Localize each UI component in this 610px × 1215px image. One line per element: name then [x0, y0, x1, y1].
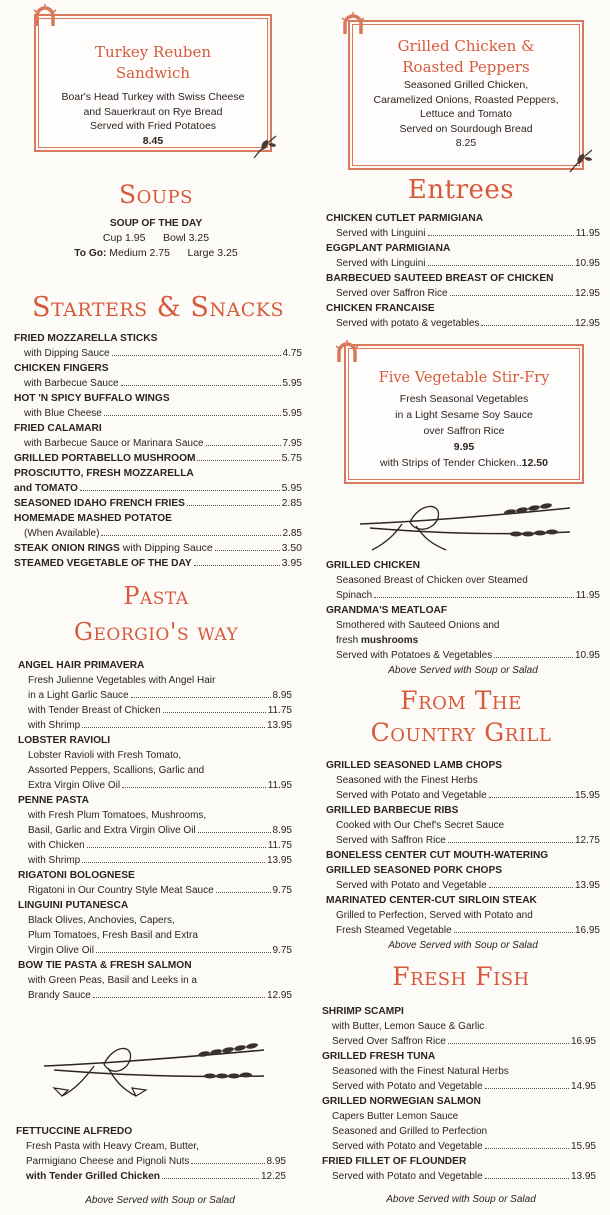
menu-item-line: with Chicken 11.75 — [28, 840, 292, 851]
menu-item-name: FRIED FILLET OF FLOUNDER — [322, 1156, 467, 1167]
stirfry-title: Five Vegetable Stir-Fry — [378, 370, 550, 386]
menu-item-name: GRILLED FRESH TUNA — [322, 1051, 436, 1062]
soup-label: SOUP OF THE DAY — [109, 218, 203, 229]
featured-title-line1: Turkey Reuben — [94, 43, 211, 61]
more-entrees-list — [326, 558, 600, 679]
menu-item-line: STEAMED VEGETABLE OF THE DAY 3.95 — [14, 557, 302, 569]
menu-item-line: Extra Virgin Olive Oil 11.95 — [28, 780, 292, 791]
menu-item-line: SEASONED IDAHO FRENCH FRIES 2.85 — [14, 497, 302, 509]
menu-item-desc: Grilled to Perfection, Served with Potato and — [336, 910, 533, 921]
menu-item-name: PROSCIUTTO, FRESH MOZZARELLA — [14, 468, 194, 479]
featured-line: Served on Sourdough Bread — [399, 122, 533, 135]
pasta-heading-line2: Georgio's way — [73, 618, 239, 646]
featured-line: Boar's Head Turkey with Swiss Cheese — [61, 91, 245, 103]
menu-item-name: GRILLED BARBECUE RIBS — [326, 805, 459, 816]
soups-section — [10, 216, 302, 261]
menu-item-name: SHRIMP SCAMPI — [322, 1006, 404, 1017]
menu-item-desc: Seasoned with the Finest Herbs — [336, 775, 478, 786]
menu-item-desc: Black Olives, Anchovies, Capers, — [28, 915, 175, 926]
entrees-heading: Entrees — [407, 175, 515, 205]
menu-item-line: Rigatoni in Our Country Style Meat Sauce 9.75 — [28, 885, 292, 896]
starters-heading: Starters & Snacks — [32, 292, 284, 323]
menu-item-desc: Smothered with Sauteed Onions and — [336, 620, 500, 631]
menu-item-name: CHICKEN FRANCAISE — [326, 303, 435, 314]
menu-item-desc: with Fresh Plum Tomatoes, Mushrooms, — [28, 810, 207, 821]
featured-title-line1: Grilled Chicken & — [397, 37, 535, 55]
menu-item-line: Brandy Sauce 12.95 — [28, 990, 292, 1001]
menu-item-name: FRIED CALAMARI — [14, 423, 102, 434]
stirfry-line: in a Light Sesame Soy Sauce — [395, 409, 533, 421]
menu-item-name: GRILLED NORWEGIAN SALMON — [322, 1096, 481, 1107]
menu-item-line: Served with Saffron Rice 12.75 — [336, 835, 600, 846]
menu-item-name: BOW TIE PASTA & FRESH SALMON — [18, 960, 192, 971]
wheat-illustration-icon — [350, 494, 580, 554]
featured-stir-fry — [344, 344, 584, 484]
menu-item-desc: Assorted Peppers, Scallions, Garlic and — [28, 765, 205, 776]
served-with-note: Above Served with Soup or Salad — [388, 940, 538, 951]
menu-item-line: Served with Potato and Vegetable 15.95 — [336, 790, 600, 801]
menu-item-line: Parmigiano Cheese and Pignoli Nuts 8.95 — [26, 1156, 286, 1167]
menu-item-name: CHICKEN CUTLET PARMIGIANA — [326, 213, 484, 224]
menu-item-line: Served Over Saffron Rice 16.95 — [332, 1036, 596, 1047]
menu-item-line: with Tender Grilled Chicken 12.25 — [26, 1171, 286, 1182]
menu-item-line: and TOMATO 5.95 — [14, 482, 302, 494]
menu-item-desc: Seasoned with the Finest Natural Herbs — [332, 1066, 509, 1077]
menu-item-desc: Cooked with Our Chef's Secret Sauce — [336, 820, 505, 831]
menu-item-name: CHICKEN FINGERS — [14, 363, 109, 374]
menu-item-name: GRILLED CHICKEN — [326, 560, 420, 571]
served-with-note: Above Served with Soup or Salad — [85, 1195, 235, 1206]
featured-price: 8.25 — [455, 137, 477, 149]
featured-line: Lettuce and Tomato — [419, 108, 513, 120]
menu-item-desc: Plum Tomatoes, Fresh Basil and Extra — [28, 930, 198, 941]
menu-item-name: MARINATED CENTER-CUT SIRLOIN STEAK — [326, 895, 537, 906]
leaf-ornament-icon — [566, 146, 596, 176]
menu-item-name: EGGPLANT PARMIGIANA — [326, 243, 451, 254]
menu-item-name: HOMEMADE MASHED POTATOE — [14, 513, 172, 524]
grill-heading-line1: From The — [400, 686, 522, 715]
menu-item-desc: Seasoned Breast of Chicken over Steamed — [336, 575, 528, 586]
menu-item-name: HOT 'N SPICY BUFFALO WINGS — [14, 393, 170, 404]
menu-item-name: RIGATONI BOLOGNESE — [18, 870, 135, 881]
stirfry-price: 9.95 — [453, 441, 475, 453]
menu-item-name: GRANDMA'S MEATLOAF — [326, 605, 448, 616]
menu-item-line: Served over Saffron Rice 12.95 — [336, 288, 600, 299]
horseshoe-icon — [32, 4, 58, 28]
menu-item-line: with Dipping Sauce 4.75 — [24, 348, 302, 359]
wheat-illustration-icon — [34, 1030, 274, 1102]
menu-item-desc: Fresh Pasta with Heavy Cream, Butter, — [26, 1141, 199, 1152]
menu-item-line: STEAK ONION RINGS with Dipping Sauce 3.50 — [14, 542, 302, 554]
featured-line: Served with Fried Potatoes — [89, 120, 217, 132]
featured-grilled-chicken — [348, 20, 584, 170]
menu-item-line: (When Available) 2.85 — [24, 528, 302, 539]
menu-item-line: Served with Potatoes & Vegetables 10.95 — [336, 650, 600, 661]
menu-item-desc: Seasoned and Grilled to Perfection — [332, 1126, 488, 1137]
horseshoe-icon — [340, 12, 366, 36]
stirfry-line: over Saffron Rice — [423, 425, 505, 437]
menu-item-desc: with Green Peas, Basil and Leeks in a — [28, 975, 197, 986]
featured-turkey-reuben — [34, 14, 272, 152]
menu-item-line: Basil, Garlic and Extra Virgin Olive Oil 8.95 — [28, 825, 292, 836]
menu-item-desc: Lobster Ravioli with Fresh Tomato, — [28, 750, 182, 761]
menu-item-name: LOBSTER RAVIOLI — [18, 735, 111, 746]
fish-list — [322, 1004, 596, 1184]
featured-title-line2: Roasted Peppers — [402, 58, 530, 76]
menu-item-desc: Capers Butter Lemon Sauce — [332, 1111, 459, 1122]
fish-heading: Fresh Fish — [392, 962, 530, 991]
menu-item-line: with Blue Cheese 5.95 — [24, 408, 302, 419]
leaf-ornament-icon — [250, 132, 280, 162]
menu-item-line: Served with Linguini 11.95 — [336, 228, 600, 239]
menu-item-line: GRILLED PORTABELLO MUSHROOM 5.75 — [14, 452, 302, 464]
menu-item-name: BARBECUED SAUTEED BREAST OF CHICKEN — [326, 273, 554, 284]
pasta-list — [18, 658, 292, 1003]
menu-item-line: Served with Potato and Vegetable 13.95 — [332, 1171, 596, 1182]
menu-item-line: with Shrimp 13.95 — [28, 855, 292, 866]
menu-item-name: LINGUINI PUTANESCA — [18, 900, 129, 911]
pasta-heading-line1: Pasta — [123, 582, 189, 610]
served-with-note: Above Served with Soup or Salad — [386, 1194, 536, 1205]
menu-item-line: Served with Potato and Vegetable 15.95 — [332, 1141, 596, 1152]
menu-item-line: with Barbecue Sauce or Marinara Sauce 7.95 — [24, 438, 302, 449]
menu-item-line: Served with Linguini 10.95 — [336, 258, 600, 269]
soups-heading: Soups — [119, 180, 193, 209]
featured-line: Caramelized Onions, Roasted Peppers, — [373, 93, 559, 106]
served-with-note: Above Served with Soup or Salad — [388, 665, 538, 676]
featured-title-line2: Sandwich — [115, 64, 191, 82]
featured-line: Seasoned Grilled Chicken, — [403, 79, 529, 91]
featured-price: 8.45 — [142, 134, 164, 147]
menu-item-line: with Barbecue Sauce 5.95 — [24, 378, 302, 389]
menu-item-line: Served with Potato and Vegetable 13.95 — [336, 880, 600, 891]
grill-heading-line2: Country Grill — [370, 718, 552, 747]
menu-item-name: FETTUCCINE ALFREDO — [16, 1126, 133, 1137]
menu-item-line: with Tender Breast of Chicken 11.75 — [28, 705, 292, 716]
menu-item-line: in a Light Garlic Sauce 8.95 — [28, 690, 292, 701]
grill-list — [326, 758, 600, 954]
menu-item-name: PENNE PASTA — [18, 795, 89, 806]
fettuccine-section — [16, 1124, 286, 1184]
menu-item-line: Spinach 11.95 — [336, 590, 600, 601]
menu-item-name: GRILLED SEASONED PORK CHOPS — [326, 865, 503, 876]
menu-item-desc: with Butter, Lemon Sauce & Garlic — [332, 1021, 485, 1032]
featured-line: and Sauerkraut on Rye Bread — [83, 105, 223, 118]
menu-item-line: with Shrimp 13.95 — [28, 720, 292, 731]
menu-item-desc: Fresh Julienne Vegetables with Angel Hair — [28, 675, 216, 686]
stirfry-chicken-line: with Strips of Tender Chicken..12.50 — [380, 457, 548, 469]
entrees-list — [326, 211, 600, 331]
menu-item-line: Served with potato & vegetables 12.95 — [336, 318, 600, 329]
starters-list — [14, 331, 302, 571]
menu-item-line: Fresh Steamed Vegetable 16.95 — [336, 925, 600, 936]
menu-item-desc: fresh mushrooms — [336, 635, 419, 646]
menu-item-line: Served with Potato and Vegetable 14.95 — [332, 1081, 596, 1092]
soup-cup-bowl: Cup 1.95 Bowl 3.25 — [102, 232, 210, 244]
horseshoe-icon — [334, 340, 360, 364]
menu-item-line: Virgin Olive Oil 9.75 — [28, 945, 292, 956]
menu-item-name: ANGEL HAIR PRIMAVERA — [18, 660, 145, 671]
menu-item-name: FRIED MOZZARELLA STICKS — [14, 333, 158, 344]
soup-to-go: To Go: Medium 2.75 Large 3.25 — [74, 247, 238, 259]
menu-item-name: BONELESS CENTER CUT MOUTH-WATERING — [326, 850, 549, 861]
menu-item-name: GRILLED SEASONED LAMB CHOPS — [326, 760, 503, 771]
stirfry-line: Fresh Seasonal Vegetables — [399, 393, 529, 405]
